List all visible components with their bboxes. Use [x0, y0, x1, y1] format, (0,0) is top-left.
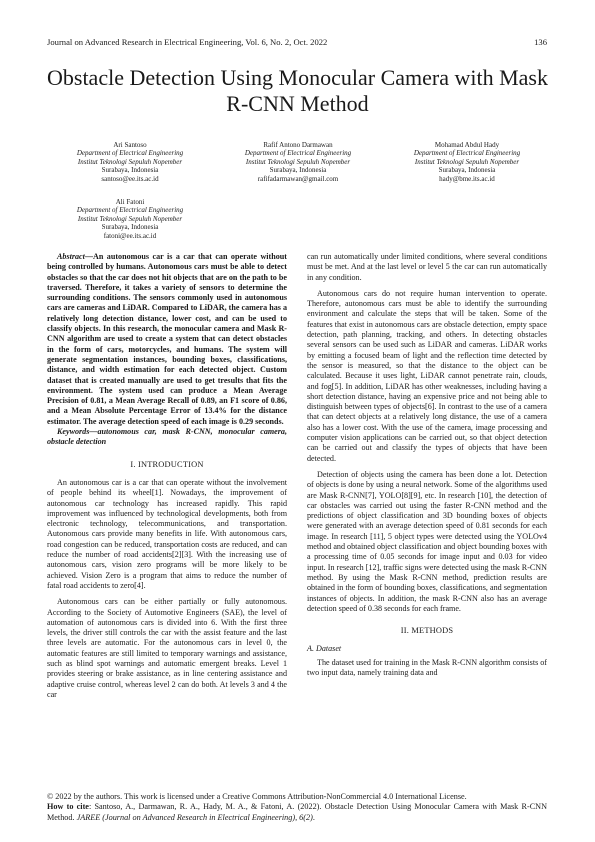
section-title-rest: ETHODS	[419, 626, 454, 636]
section-initial: I	[137, 459, 141, 469]
author-card	[377, 141, 557, 183]
author-email: hady@bme.its.ac.id	[439, 174, 495, 183]
section-numeral: I.	[130, 459, 136, 469]
cite-text: : Santoso, A., Darmawan, R. A., Hady, M. A., & Fatoni, A. (2022). Obstacle Detection Using Monocular Camera with Mask R-CNN Method.	[47, 802, 547, 822]
cite-label: How to cite	[47, 802, 89, 812]
footer-citation	[47, 792, 547, 823]
paragraph: can run automatically under limited conditions, where several conditions must be met. And at the last level or level 5 the car can run automatically in any condition.	[307, 252, 547, 282]
abstract-text: An autonomous car is a car that can operate without being controlled by humans. Autonomous cars must be able to detect obstacles so that the car does not hit objects that are on the path to be traversed. Therefore, it takes a variety of sensors to determine the surrounding conditions. The sensors commonly used in autonomous cars are cameras and LiDAR. Compared to LiDAR, the camera has a relatively long detection distance, lower cost, and can be used to classify objects. In this research, the monocular camera and Mask R-CNN algorithm are used to create a system that can detect obstacles in the form of cars, motorcycles, and humans. The system will generate segmentation instances, bounding boxes, classifications, distance, and width estimation for each detected object. Custom dataset that is created manually are used to get tresults that fits the environment. The system used can produce a Mean Average Precision of 0.81, a Mean Average Recall of 0.89, an F1 score of 0.86, and a Mean Absolute Percentage Error of 13.4% for the distance estimator. The average detection speed of each image is 0.29 seconds.	[47, 252, 287, 426]
keywords	[47, 427, 287, 448]
cite-journal: JAREE (Journal on Advanced Research in Electrical Engineering), 6(2)	[76, 812, 313, 822]
paragraph: Detection of objects using the camera has been done a lot. Detection of objects is done by using a neural network. Some of the algorithms used are Mask R-CNN[7], YOLO[8][9], etc. In research [10], the detection of car obstacles was carried out using the faster R-CNN method and the predictions of object classification and 3D bounding boxes of objects were generated with an average detection speed of 0.81 seconds for each image. In research [11], 5 object types were detected using the YOLOv4 method and obtained object classification and object bounding boxes with a processing time of 0.05 seconds for image input and 0.03 for video input. In research [12], traffic signs were detected using the mask R-CNN method. By using the Mask R-CNN method, prediction results are obtained in the form of bounding boxes, classifications, and segmentation instances of objects. In addition, the mask R-CNN also has an average detection speed of 0.38 seconds for each frame.	[307, 469, 547, 613]
author-card	[208, 141, 388, 183]
abstract	[47, 252, 287, 427]
author-name: Mohamad Abdul Hady	[434, 141, 500, 149]
section-numeral: II.	[400, 626, 410, 636]
author-name: Ali Fatoni	[115, 198, 145, 206]
author-card	[40, 198, 220, 240]
abstract-dash: —	[84, 252, 93, 261]
keywords-label: Keywords	[57, 427, 90, 437]
right-column	[307, 252, 547, 678]
keywords-text: —autonomous car, mask R-CNN, monocular camera, obstacle detection	[47, 427, 287, 447]
abstract-label: Abstract	[57, 252, 85, 261]
paragraph: An autonomous car is a car that can operate without the involvement of people behind its wheel[1]. Nowadays, the improvement of autonomous car technology has increased rapidly. This rapid improvement was influenced by technological developments, both from electronic technology, telecommunications, and transportation. Autonomous cars provide many benefits in life. With autonomous cars, road congestion can be reduced, transportation costs are reduced, and can reduce the number of road accidents[2][3]. With the increasing use of autonomous cars, vision zero programs will be more likely to be achieved. Vision Zero is a program that aims to reduce the number of fatal road accidents to zero[4].	[47, 477, 287, 590]
author-name: Rafif Antono Darmawan	[263, 141, 333, 149]
how-to-cite	[47, 802, 547, 823]
author-department: Department of Electrical Engineering	[413, 149, 521, 158]
author-name: Ari Santoso	[113, 141, 147, 149]
section-initial: M	[411, 626, 419, 636]
author-department: Department of Electrical Engineering	[76, 149, 184, 158]
author-department: Department of Electrical Engineering	[76, 206, 184, 215]
paragraph: Autonomous cars do not require human intervention to operate. Therefore, autonomous cars must be able to identify the surrounding environment and calculate the steps that will be taken. Some of the features that exist in autonomous cars are obstacle detection, empty space detection, path planning, tracking, and others. In detecting obstacles several sensors can be used such as LiDAR and cameras. LiDAR works by emitting a focused beam of light and the reflection time detected by the sensor is measured, so that the distance to the object can be calculated. Because it uses light, LiDAR cannot penetrate rain, clouds, and fog[5]. In addition, LiDAR has other weaknesses, including having a short detection distance, having an expensive price and not being able to distinguish between types of objects[6]. In contrast to the use of a camera that can detect objects at a relatively long distance, the use of a camera also has a lower cost. With the use of the camera, image processing and computer vision applications can be carried out, so that object detection can be carried out and classify the types of objects that have been detected.	[307, 288, 547, 463]
paper-title: Obstacle Detection Using Monocular Camera with Mask R-CNN Method	[47, 65, 548, 116]
author-email: santoso@ee.its.ac.id	[101, 174, 159, 183]
author-institute: Institut Teknologi Sepuluh Nopember	[414, 157, 520, 166]
page-number: 136	[534, 37, 547, 47]
subsection-heading-dataset: A. Dataset	[307, 644, 342, 654]
section-heading-introduction	[47, 460, 287, 470]
section-title-rest: NTRODUCTION	[140, 459, 204, 469]
cite-end: .	[312, 812, 315, 822]
author-card	[40, 141, 220, 183]
paragraph: Autonomous cars can be either partially or fully autonomous. According to the Society of Automotive Engineers (SAE), the level of automation of autonomous cars is divided into 6. With the first three levels, the driver still controls the car with the assist feature and the last three levels are automatic. For the autonomous cars in level 0, the automatic features are still limited to temporary warnings and assistance, such as blind spot warnings and automatic emergent breaks. Level 1 provides steering or brake assistance, as in line centering assistance and adaptive cruise control, whereas level 2 can do both. At levels 3 and 4 the car	[47, 597, 287, 699]
paragraph: The dataset used for training in the Mask R-CNN algorithm consists of two input data, namely training data and	[307, 657, 547, 677]
section-heading-methods	[307, 626, 547, 636]
author-email: rafifadarmawan@gmail.com	[257, 174, 339, 183]
left-column	[47, 252, 287, 700]
journal-name: Journal on Advanced Research in Electrical Engineering, Vol. 6, No. 2, Oct. 2022	[47, 37, 328, 47]
author-institute: Institut Teknologi Sepuluh Nopember	[77, 157, 183, 166]
author-city: Surabaya, Indonesia	[438, 166, 496, 175]
running-header	[47, 37, 547, 47]
author-city: Surabaya, Indonesia	[101, 166, 159, 175]
author-department: Department of Electrical Engineering	[244, 149, 352, 158]
author-city: Surabaya, Indonesia	[269, 166, 327, 175]
author-city: Surabaya, Indonesia	[101, 223, 159, 232]
license-notice: © 2022 by the authors. This work is licensed under a Creative Commons Attribution-NonCommercial 4.0 International License.	[47, 792, 467, 801]
author-email: fatoni@ee.its.ac.id	[103, 231, 157, 240]
author-institute: Institut Teknologi Sepuluh Nopember	[245, 157, 351, 166]
author-institute: Institut Teknologi Sepuluh Nopember	[77, 214, 183, 223]
